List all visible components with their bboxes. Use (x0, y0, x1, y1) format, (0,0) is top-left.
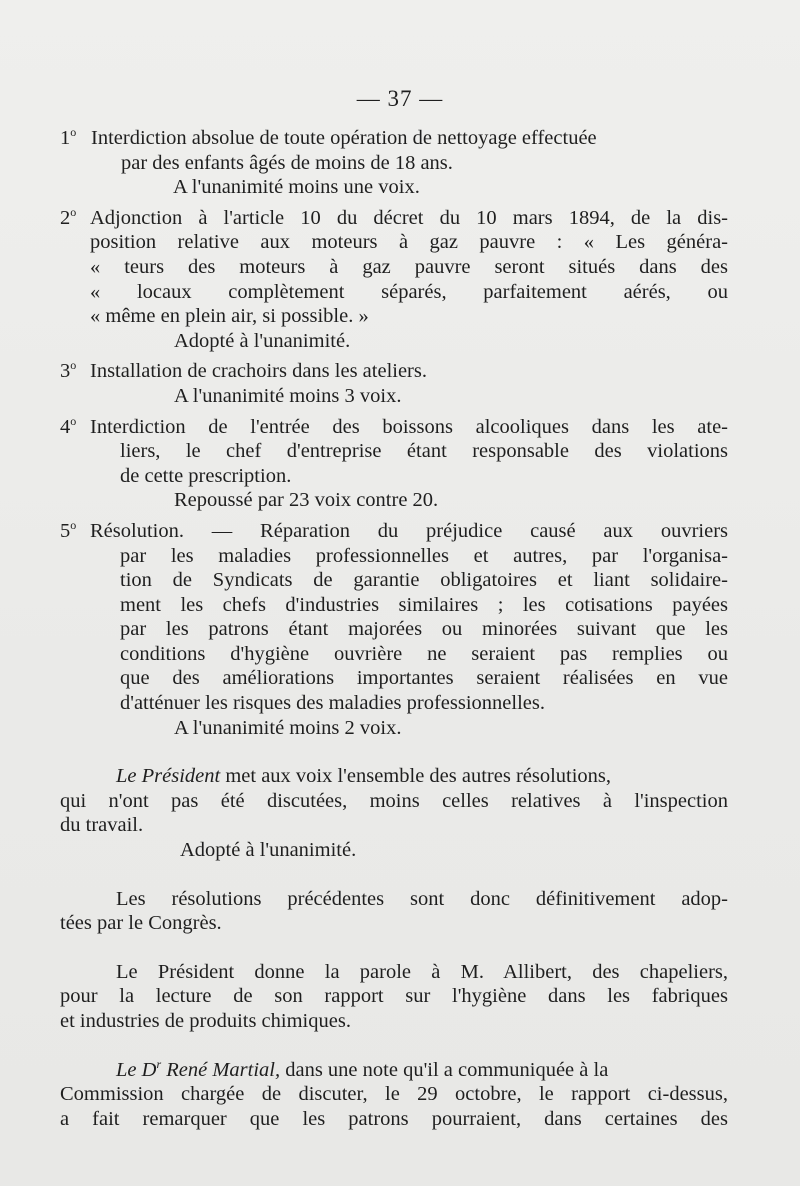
item-line: Interdiction de l'entrée des boissons alcooliques dans les ate- (90, 415, 728, 438)
resolution-item-3 (60, 359, 728, 408)
item-line: que des améliorations importantes seraient réalisées en vue (120, 667, 728, 690)
paragraph-line: qui n'ont pas été discutées, moins celles relatives à l'inspection (60, 789, 728, 812)
item-number: 5$^o$ (60, 518, 77, 542)
vote-result: A l'unanimité moins 2 voix. (174, 716, 402, 739)
vote-result: Adopté à l'unanimité. (174, 329, 351, 352)
item-line: « teurs des moteurs à gaz pauvre seront situés dans des (90, 255, 728, 278)
speaker-name: Le $D^r$ René Martial, (116, 1056, 281, 1081)
item-number: 1$^o$ (60, 125, 77, 149)
paragraph-line: Le Président met aux voix l'ensemble des autres résolutions, (116, 765, 612, 788)
item-line: ment les chefs d'industries similaires ; les cotisations payées (120, 593, 728, 616)
resolution-item-2 (60, 206, 728, 354)
item-line: liers, le chef d'entreprise étant responsable des violations (120, 440, 728, 463)
item-line: conditions d'hygiène ouvrière ne seraient pas remplies ou (120, 642, 728, 665)
item-line: tion de Syndicats de garantie obligatoires et liant solidaire- (120, 569, 728, 592)
paragraph-line: a fait remarquer que les patrons pourraient, dans certaines des (60, 1107, 728, 1130)
vote-result: Adopté à l'unanimité. (180, 839, 357, 862)
item-line: Installation de crachoirs dans les ateliers. (90, 360, 427, 383)
item-line: position relative aux moteurs à gaz pauvre : « Les généra- (90, 231, 728, 254)
vote-result: A l'unanimité moins 3 voix. (174, 384, 402, 407)
item-line: par les maladies professionnelles et autres, par l'organisa- (120, 544, 728, 567)
paragraph-line: Le $D^r$ René Martial, dans une note qu'il a communiquée à la (116, 1056, 609, 1081)
document-body (60, 126, 728, 1131)
speaker-name: Le Président (116, 765, 221, 788)
paragraph-line: Les résolutions précédentes sont donc définitivement adop- (116, 887, 728, 910)
paragraph-adoption (60, 887, 728, 936)
paragraph-line: pour la lecture de son rapport sur l'hygiène dans les fabriques (60, 985, 728, 1008)
item-line: « locaux complètement séparés, parfaitement aérés, ou (90, 280, 728, 303)
item-line: par des enfants âgés de moins de 18 ans. (121, 151, 453, 174)
item-line: d'atténuer les risques des maladies professionnelles. (120, 692, 545, 715)
paragraph-line: tées par le Congrès. (60, 912, 222, 935)
paragraph-president-vote (60, 764, 728, 862)
item-line: Résolution. — Réparation du préjudice causé aux ouvriers (90, 519, 728, 542)
paragraph-line: et industries de produits chimiques. (60, 1010, 351, 1032)
vote-result: A l'unanimité moins une voix. (173, 176, 420, 199)
vote-result: Repoussé par 23 voix contre 20. (174, 489, 439, 512)
item-line: Interdiction absolue de toute opération de nettoyage effectuée (91, 127, 597, 149)
paragraph-line: Commission chargée de discuter, le 29 octobre, le rapport ci-dessus, (60, 1083, 728, 1106)
resolution-item-5 (60, 519, 728, 740)
item-number: 4$^o$ (60, 413, 77, 438)
page-number: — 37 — (356, 86, 444, 111)
item-line: de cette prescription. (120, 464, 292, 487)
item-line: par les patrons étant majorées ou minorées suivant que les (120, 618, 728, 641)
paragraph-martial (60, 1058, 728, 1132)
resolution-item-1 (60, 126, 728, 200)
item-line: « même en plein air, si possible. » (90, 305, 369, 328)
item-line: Adjonction à l'article 10 du décret du 10 mars 1894, de la dis- (90, 206, 728, 229)
paragraph-line: Le Président donne la parole à M. Allibert, des chapeliers, (116, 960, 728, 983)
paragraph-line: du travail. (60, 814, 144, 837)
item-number: 3$^o$ (60, 358, 77, 383)
resolution-item-4 (60, 415, 728, 513)
paragraph-allibert (60, 960, 728, 1034)
item-number: 2$^o$ (60, 204, 77, 229)
